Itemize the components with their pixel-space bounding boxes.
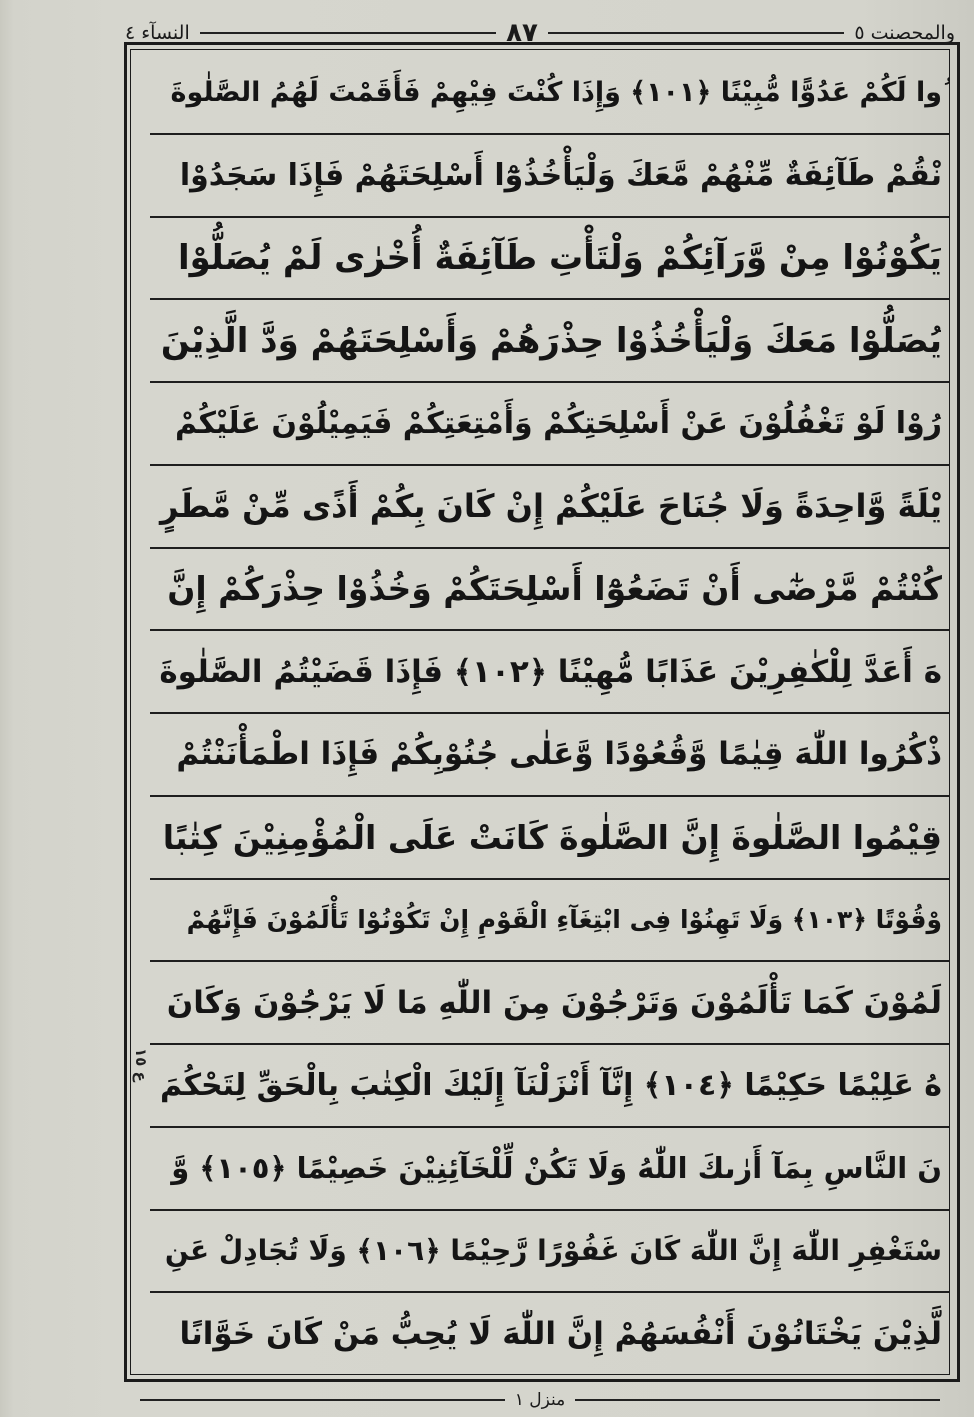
footer-manzil-text: منزل ١ — [514, 1390, 566, 1410]
header-left-text: النسآء ٤ — [124, 22, 190, 44]
text-line — [150, 880, 950, 963]
line-text: ذْكُرُوا اللّٰهَ قِيٰمًا وَّقُعُوْدًا وَّعَلٰى جُنُوْبِكُمْ فَإِذَا اطْمَأْنَنْتُمْ — [176, 736, 942, 773]
header-divider-right — [548, 32, 844, 34]
text-line — [150, 797, 950, 880]
text-line — [150, 135, 950, 218]
line-text: يَكُوْنُوْا مِنْ وَّرَآئِكُمْ وَلْتَأْتِ طَآئِفَةٌ أُخْرٰى لَمْ يُصَلُّوْا — [177, 237, 942, 278]
line-text: هَ أَعَدَّ لِلْكٰفِرِيْنَ عَذَابًا مُّهِيْنًا ﴿١٠٢﴾ فَإِذَا قَضَيْتُمُ الصَّلٰوةَ — [159, 653, 942, 690]
line-text: نْقُمْ طَآئِفَةٌ مِّنْهُمْ مَّعَكَ وَلْيَأْخُذُوْٓا أَسْلِحَتَهُمْ فَإِذَا سَجَدُوْا — [179, 157, 942, 193]
text-line — [150, 1128, 950, 1211]
text-line — [150, 300, 950, 383]
line-text: وْقُوْتًا ﴿١٠٣﴾ وَلَا تَهِنُوْا فِى ابْتِغَآءِ الْقَوْمِ إِنْ تَكُوْنُوْا تَأْلَمُوْنَ فَإِنَّهُمْ — [186, 905, 942, 935]
footer-divider-right — [575, 1399, 940, 1401]
line-text: ُوا لَكُمْ عَدُوًّا مُّبِيْنًا ﴿١٠١﴾ وَإِذَا كُنْتَ فِيْهِمْ فَأَقَمْتَ لَهُمُ الصَّلٰوةَ — [170, 76, 942, 108]
text-line — [150, 1045, 950, 1128]
ruku-margin-mark: ع ١٥ — [132, 1048, 150, 1082]
line-text: لَّذِيْنَ يَخْتَانُوْنَ أَنْفُسَهُمْ إِنَّ اللّٰهَ لَا يُحِبُّ مَنْ كَانَ خَوَّانًا — [179, 1315, 942, 1352]
text-line — [150, 218, 950, 301]
text-line — [150, 631, 950, 714]
header-right-text: والمحصنت ٥ — [854, 22, 955, 44]
header-divider-left — [200, 32, 496, 34]
line-text: يُصَلُّوْا مَعَكَ وَلْيَأْخُذُوْا حِذْرَهُمْ وَأَسْلِحَتَهُمْ وَدَّ الَّذِيْنَ — [160, 320, 942, 361]
text-line — [150, 52, 950, 135]
text-line — [150, 1293, 950, 1374]
line-text: قِيْمُوا الصَّلٰوةَ إِنَّ الصَّلٰوةَ كَانَتْ عَلَى الْمُؤْمِنِيْنَ كِتٰبًا — [162, 817, 942, 857]
text-line — [150, 466, 950, 549]
text-line — [150, 549, 950, 632]
line-text: نَ النَّاسِ بِمَآ أَرٰىكَ اللّٰهُ وَلَا تَكُنْ لِّلْخَآئِنِيْنَ خَصِيْمًا ﴿١٠٥﴾ وَّ — [171, 1151, 942, 1186]
text-line — [150, 714, 950, 797]
line-text: رُوْا لَوْ تَغْفُلُوْنَ عَنْ أَسْلِحَتِكُمْ وَأَمْتِعَتِكُمْ فَيَمِيْلُوْنَ عَلَيْكُمْ — [175, 405, 942, 441]
text-line — [150, 962, 950, 1045]
line-text: سْتَغْفِرِ اللّٰهَ إِنَّ اللّٰهَ كَانَ غَفُوْرًا رَّحِيْمًا ﴿١٠٦﴾ وَلَا تُجَادِلْ عَنِ — [164, 1234, 942, 1268]
page-footer — [130, 1386, 950, 1414]
page-number: ٨٧ — [506, 18, 538, 48]
footer-divider-left — [140, 1399, 505, 1401]
line-text: يْلَةً وَّاحِدَةً وَلَا جُنَاحَ عَلَيْكُمْ إِنْ كَانَ بِكُمْ أَذًى مِّنْ مَّطَرٍ — [160, 487, 942, 526]
text-line — [150, 383, 950, 466]
text-line — [150, 1211, 950, 1294]
text-lines — [150, 52, 950, 1374]
line-text: هُ عَلِيْمًا حَكِيْمًا ﴿١٠٤﴾ إِنَّآ أَنْزَلْنَآ إِلَيْكَ الْكِتٰبَ بِالْحَقِّ لِتَحْكُمَ — [160, 1067, 942, 1103]
line-text: لَمُوْنَ كَمَا تَأْلَمُوْنَ وَتَرْجُوْنَ مِنَ اللّٰهِ مَا لَا يَرْجُوْنَ وَكَانَ — [166, 984, 942, 1021]
line-text: كُنْتُمْ مَّرْضٰٓى أَنْ تَضَعُوْٓا أَسْلِحَتَكُمْ وَخُذُوْا حِذْرَكُمْ إِنَّ — [167, 569, 942, 609]
